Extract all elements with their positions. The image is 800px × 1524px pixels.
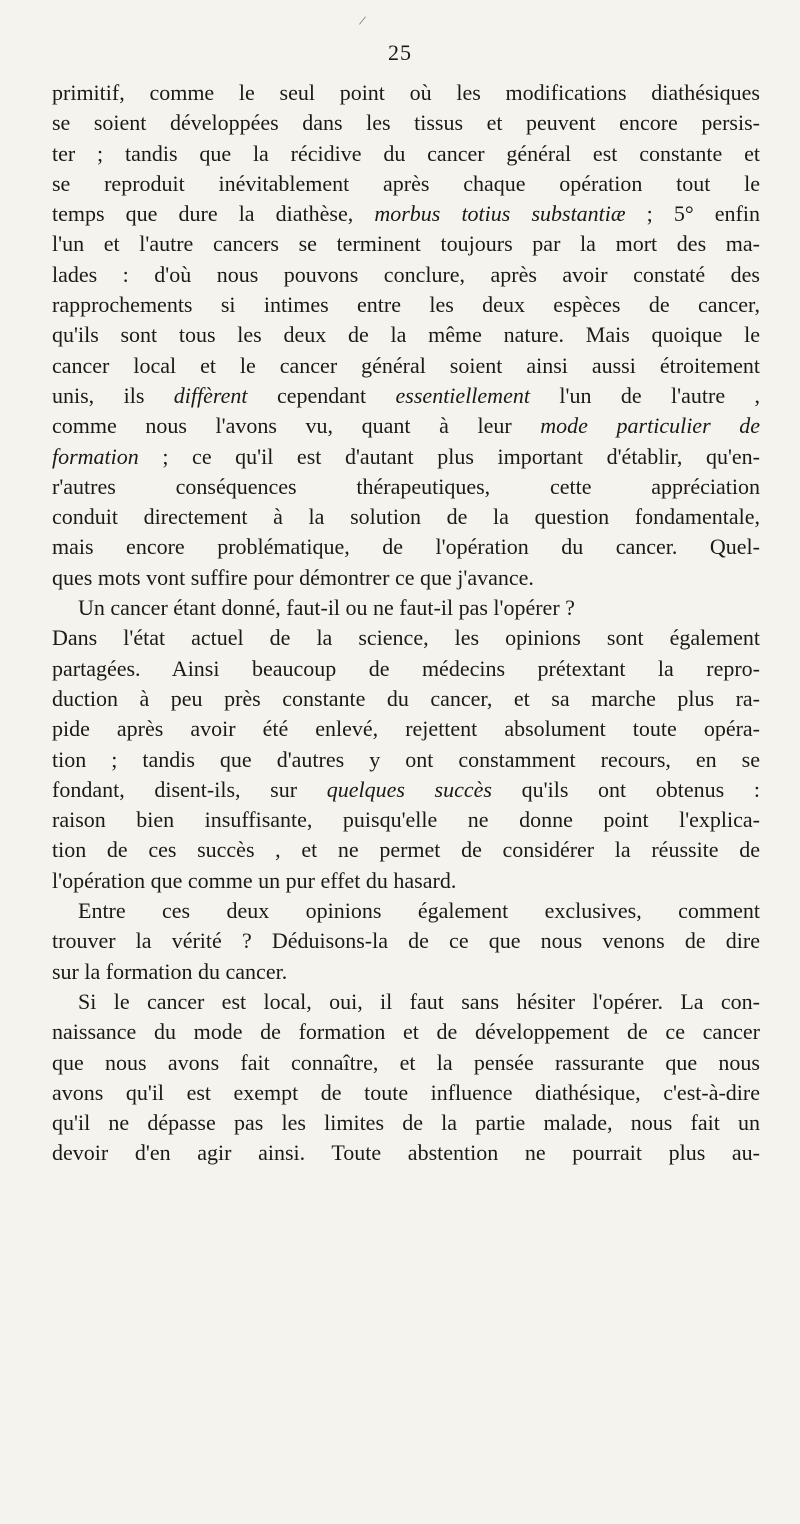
text-line: qu'ils sont tous les deux de la même nature. Mais quoique le (52, 322, 760, 348)
text-line: r'autres conséquences thérapeutiques, cette appréciation (52, 473, 760, 499)
text-line: avons qu'il est exempt de toute influence diathésique, c'est-à-dire (52, 1079, 760, 1105)
text-line: pide après avoir été enlevé, rejettent absolument toute opéra- (52, 716, 760, 742)
text-line: ter ; tandis que la récidive du cancer général est constante et (52, 140, 760, 166)
text-line: unis, ils diffèrent cependant essentiellement l'un de l'autre , (52, 382, 760, 408)
ink-mark: / (357, 13, 367, 30)
text-line: naissance du mode de formation et de développement de ce cancer (52, 1019, 760, 1045)
text-line: Dans l'état actuel de la science, les opinions sont également (52, 625, 760, 651)
text-line: fondant, disent-ils, sur quelques succès qu'ils ont obtenus : (52, 776, 760, 802)
text-line: tion ; tandis que d'autres y ont constamment recours, en se (52, 746, 760, 772)
text-line: qu'il ne dépasse pas les limites de la partie malade, nous fait un (52, 1110, 760, 1136)
page-number: 25 (388, 40, 412, 65)
text-line: primitif, comme le seul point où les modifications diathésiques (52, 80, 760, 105)
italic-phrase: diffèrent (173, 382, 248, 408)
text-line: temps que dure la diathèse, morbus totius substantiæ ; 5° enfin (52, 201, 760, 227)
italic-phrase: formation (52, 443, 139, 469)
text-line: ques mots vont suffire pour démontrer ce que j'avance. (52, 564, 534, 590)
italic-phrase: morbus totius substantiæ (374, 201, 626, 227)
text-line: Si le cancer est local, oui, il faut sans hésiter l'opérer. La con- (78, 988, 760, 1014)
text-line: comme nous l'avons vu, quant à leur mode particulier de (52, 413, 760, 439)
text-line: l'un et l'autre cancers se terminent toujours par la mort des ma- (52, 231, 760, 257)
text-line: devoir d'en agir ainsi. Toute abstention ne pourrait plus au- (52, 1140, 760, 1166)
text-line: cancer local et le cancer général soient ainsi aussi étroitement (52, 352, 760, 378)
italic-phrase: quelques succès (326, 776, 492, 802)
text-line: lades : d'où nous pouvons conclure, après avoir constaté des (52, 261, 760, 287)
text-line: l'opération que comme un pur effet du hasard. (52, 867, 457, 893)
text-line: formation ; ce qu'il est d'autant plus important d'établir, qu'en- (52, 443, 760, 469)
text-line: que nous avons fait connaître, et la pensée rassurante que nous (52, 1049, 760, 1075)
text-line: Un cancer étant donné, faut-il ou ne faut-il pas l'opérer ? (78, 595, 575, 621)
text-line: se soient développées dans les tissus et peuvent encore persis- (52, 110, 760, 136)
text-line: rapprochements si intimes entre les deux espèces de cancer, (52, 292, 760, 318)
text-line: duction à peu près constante du cancer, et sa marche plus ra- (52, 685, 760, 711)
text-line: Entre ces deux opinions également exclusives, comment (78, 898, 760, 924)
text-line: conduit directement à la solution de la question fondamentale, (52, 504, 760, 530)
text-line: sur la formation du cancer. (52, 958, 288, 984)
text-line: partagées. Ainsi beaucoup de médecins prétextant la repro- (52, 655, 760, 681)
text-line: se reproduit inévitablement après chaque opération tout le (52, 170, 760, 196)
text-line: raison bien insuffisante, puisqu'elle ne donne point l'explica- (52, 807, 760, 833)
italic-phrase: mode particulier de (540, 413, 760, 439)
text-line: mais encore problématique, de l'opération du cancer. Quel- (52, 534, 760, 560)
text-line: tion de ces succès , et ne permet de considérer la réussite de (52, 837, 760, 863)
italic-phrase: essentiellement (395, 382, 530, 408)
text-line: trouver la vérité ? Déduisons-la de ce que nous venons de dire (52, 928, 760, 954)
body-text (52, 78, 760, 1169)
